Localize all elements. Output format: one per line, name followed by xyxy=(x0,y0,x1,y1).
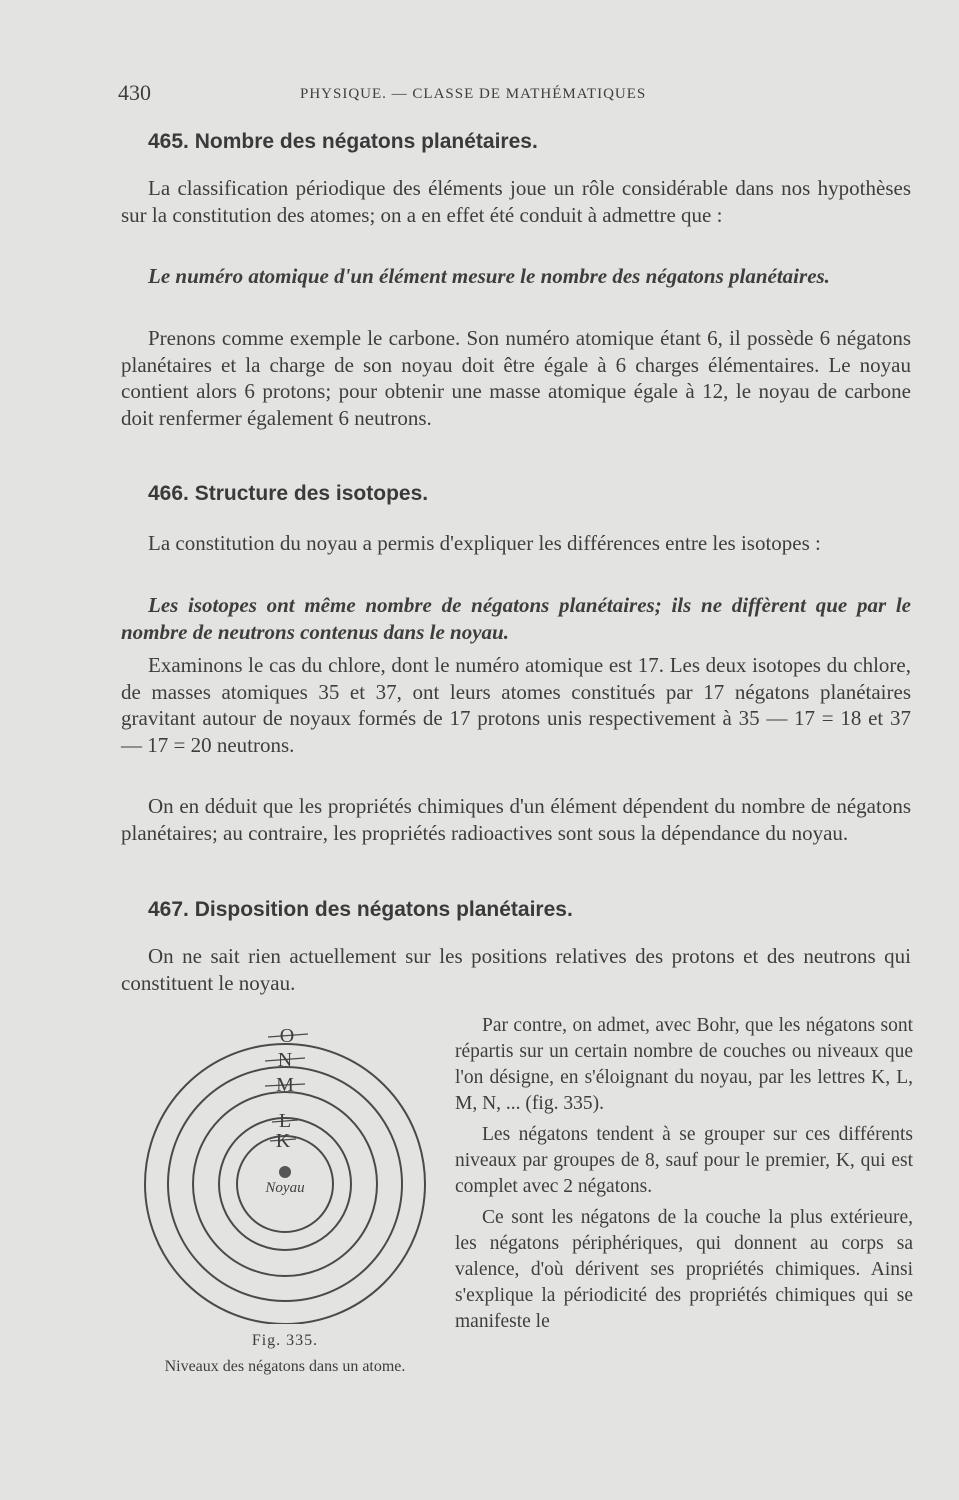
law-isotopes: Les isotopes ont même nombre de négatons planétaires; ils ne diffèrent que par le nombre de neutrons contenus dans le noyau. xyxy=(121,593,911,644)
paragraph-carbon-example: Prenons comme exemple le carbone. Son numéro atomique étant 6, il possède 6 négatons planétaires et la charge de son noyau doit être égale à 6 charges élémentaires. Le noyau contient alors 6 protons; pour obtenir une masse atomique égale à 12, le noyau de carbone doit renfermer également 6 neutrons. xyxy=(121,326,911,430)
paragraph-465-intro: La classification périodique des éléments joue un rôle considérable dans nos hypothèses sur la constitution des atomes; on a en effet été conduit à admettre que : xyxy=(121,176,911,227)
nucleus-dot xyxy=(279,1166,291,1178)
section-heading-467: 467. Disposition des négatons planétaires. xyxy=(148,898,573,921)
label-l: L xyxy=(278,1110,292,1132)
law-atomic-number: Le numéro atomique d'un élément mesure le nombre des négatons planétaires. xyxy=(148,264,830,288)
figure-335 xyxy=(120,1024,450,1414)
paragraph-grouping: Les négatons tendent à se grouper sur ces différents niveaux par groupes de 8, sauf pour le premier, K, qui est complet avec 2 négatons. xyxy=(455,1124,913,1197)
paragraph-chlorine-example: Examinons le cas du chlore, dont le numéro atomique est 17. Les deux isotopes du chlore, de masses atomiques 35 et 37, ont leurs atomes constitués par 17 négatons planétaires gravitant autour de noyaux formés de 17 protons unis respectivement à 35 — 17 = 18 et 37 — 17 = 20 neutrons. xyxy=(121,653,911,757)
section-heading-465: 465. Nombre des négatons planétaires. xyxy=(148,130,538,153)
paragraph-467-intro: On ne sait rien actuellement sur les positions relatives des protons et des neutrons qui constituent le noyau. xyxy=(121,944,911,995)
paragraph-466-intro: La constitution du noyau a permis d'expliquer les différences entre les isotopes : xyxy=(148,531,821,555)
right-column-text xyxy=(455,1013,913,1340)
atom-levels-diagram xyxy=(120,1024,450,1324)
label-n: N xyxy=(277,1049,293,1071)
paragraph-peripheral-negatons: Ce sont les négatons de la couche la plus extérieure, les négatons périphériques, qui donnent au corps sa valence, d'où dérivent ses propriétés chimiques. Ainsi s'explique la périodicité des propriétés chimiques qui se manifeste le xyxy=(455,1207,913,1332)
label-o: O xyxy=(279,1025,295,1047)
section-heading-466: 466. Structure des isotopes. xyxy=(148,482,429,505)
figure-caption: Niveaux des négatons dans un atome. xyxy=(164,1358,406,1375)
figure-number: Fig. 335. xyxy=(251,1332,319,1349)
label-m: M xyxy=(276,1074,294,1096)
page-number: 430 xyxy=(118,80,151,105)
running-title: PHYSIQUE. — CLASSE DE MATHÉMATIQUES xyxy=(300,86,647,102)
label-nucleus: Noyau xyxy=(265,1180,305,1196)
paragraph-chemical-properties: On en déduit que les propriétés chimiques d'un élément dépendent du nombre de négatons planétaires; au contraire, les propriétés radioactives sont sous la dépendance du noyau. xyxy=(121,794,911,845)
page-header xyxy=(118,80,738,110)
paragraph-bohr-levels: Par contre, on admet, avec Bohr, que les négatons sont répartis sur un certain nombre de couches ou niveaux que l'on désigne, en s'éloignant du noyau, par les lettres K, L, M, N, ... (fig. 335). xyxy=(455,1015,913,1114)
label-k: K xyxy=(275,1130,291,1152)
